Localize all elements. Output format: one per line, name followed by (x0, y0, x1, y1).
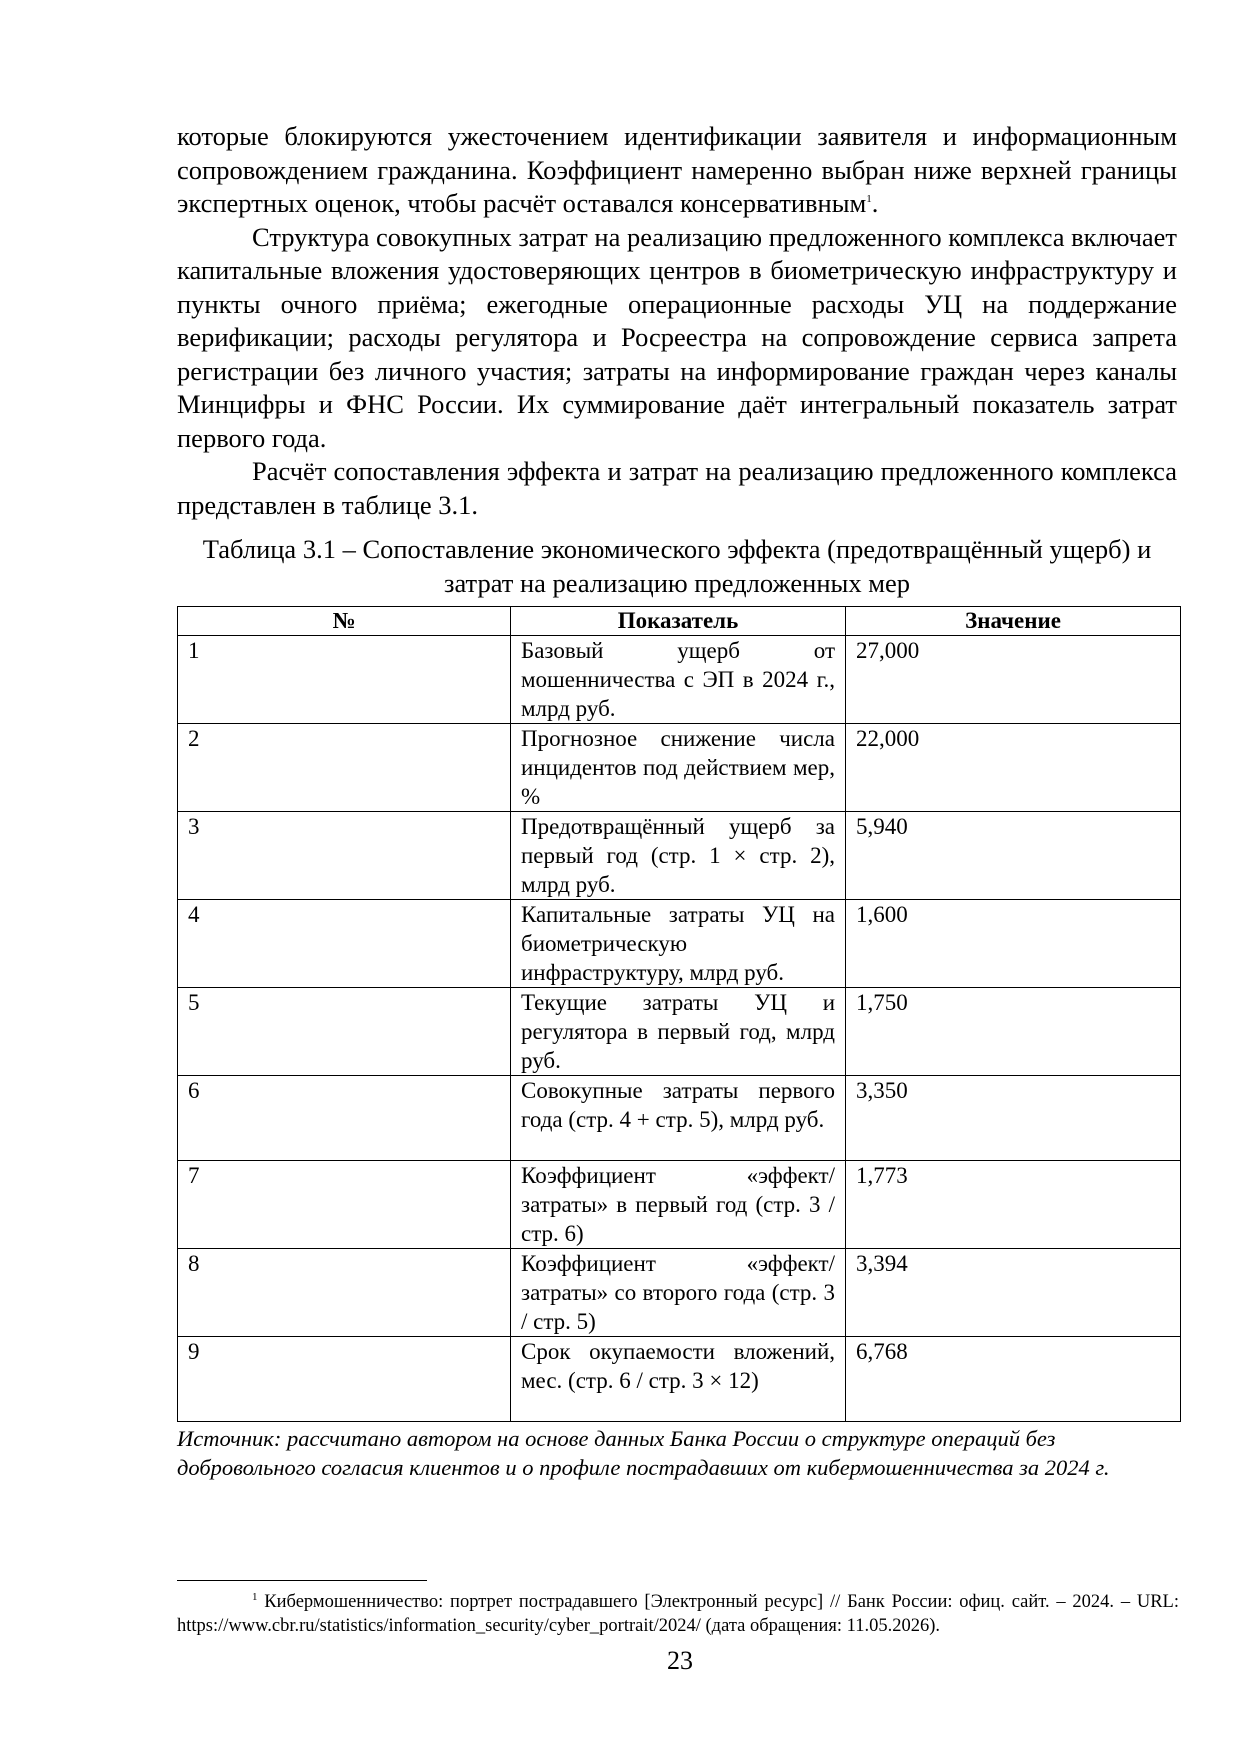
row-value: 22,000 (846, 724, 1181, 812)
row-indicator: Текущие затраты УЦ и регулятора в первый год, млрд руб. (511, 988, 846, 1076)
row-value: 1,600 (846, 900, 1181, 988)
row-number: 4 (178, 900, 511, 988)
row-indicator: Предотвращённый ущерб за первый год (стр. 1 × стр. 2), млрд руб. (511, 812, 846, 900)
page-number: 23 (667, 1646, 693, 1675)
row-value: 6,768 (846, 1337, 1181, 1422)
table-row (178, 1161, 1181, 1249)
row-value: 5,940 (846, 812, 1181, 900)
row-value: 27,000 (846, 636, 1181, 724)
row-indicator: Коэффициент «эффект/затраты» со второго года (стр. 3 / стр. 5) (511, 1249, 846, 1337)
footnote (177, 1590, 1179, 1638)
row-number: 1 (178, 636, 511, 724)
header-indicator: Показатель (511, 607, 846, 636)
page-body (177, 120, 1177, 1482)
row-value: 3,394 (846, 1249, 1181, 1337)
row-indicator: Базовый ущерб от мошенничества с ЭП в 2024 г., млрд руб. (511, 636, 846, 724)
table-caption: Таблица 3.1 – Сопоставление экономического эффекта (предотвращённый ущерб) и затрат на реализацию предложенных мер (202, 534, 1152, 598)
row-indicator: Прогнозное снижение числа инцидентов под действием мер, % (511, 724, 846, 812)
row-indicator: Капитальные затраты УЦ на биометрическую инфраструктуру, млрд руб. (511, 900, 846, 988)
footnote-separator (177, 1580, 427, 1581)
table-row (178, 812, 1181, 900)
row-indicator: Совокупные затраты первого года (стр. 4 + стр. 5), млрд руб. (511, 1076, 846, 1161)
row-value: 1,750 (846, 988, 1181, 1076)
paragraph-1-end: . (871, 188, 879, 218)
table-row (178, 988, 1181, 1076)
row-number: 6 (178, 1076, 511, 1161)
paragraph-2: Структура совокупных затрат на реализацию предложенного комплекса включает капитальные вложения удостоверяющих центров в биометрическую инфраструктуру и пункты очного приёма; ежегодные операционные расходы УЦ на поддержание верификации; расходы регулятора и Росреестра на сопровождение сервиса запрета регистрации без личного участия; затраты на информирование граждан через каналы Минцифры и ФНС России. Их суммирование даёт интегральный показатель затрат первого года. (177, 221, 1178, 453)
table-row (178, 636, 1181, 724)
table-row (178, 1249, 1181, 1337)
row-value: 1,773 (846, 1161, 1181, 1249)
row-number: 5 (178, 988, 511, 1076)
row-indicator: Коэффициент «эффект/затраты» в первый год (стр. 3 / стр. 6) (511, 1161, 846, 1249)
footnote-reference[interactable]: 1 (866, 193, 872, 206)
table-header-row (178, 607, 1181, 636)
table-row (178, 1337, 1181, 1422)
paragraph-3: Расчёт сопоставления эффекта и затрат на реализацию предложенного комплекса представлен в таблице 3.1. (177, 456, 1177, 520)
header-number: № (178, 607, 511, 636)
row-number: 3 (178, 812, 511, 900)
table-row (178, 724, 1181, 812)
table-source-note: Источник: рассчитано автором на основе данных Банка России о структуре операций без добровольного согласия клиентов и о профиле пострадавших от кибермошенничества за 2024 г. (177, 1426, 1110, 1480)
row-number: 7 (178, 1161, 511, 1249)
paragraph-1 (177, 120, 1177, 221)
comparison-table (177, 606, 1181, 1422)
row-value: 3,350 (846, 1076, 1181, 1161)
header-value: Значение (846, 607, 1181, 636)
row-number: 2 (178, 724, 511, 812)
table-row (178, 1076, 1181, 1161)
paragraph-1-text: которые блокируются ужесточением идентификации заявителя и информационным сопровождением гражданина. Коэффициент намеренно выбран ниже верхней границы экспертных оценок, чтобы расчёт оставался консервативным (177, 121, 1177, 218)
row-number: 8 (178, 1249, 511, 1337)
table-row (178, 900, 1181, 988)
row-indicator: Срок окупаемости вложений, мес. (стр. 6 / стр. 3 × 12) (511, 1337, 846, 1422)
footnote-text: Кибермошенничество: портрет пострадавшего [Электронный ресурс] // Банк России: офиц. сайт. – 2024. – URL: https://www.cbr.ru/statistics/information_security/cyber_portrait/2024/ (дата обращения: 11.05.2026). (177, 1592, 1179, 1636)
row-number: 9 (178, 1337, 511, 1422)
footnote-marker: 1 (252, 1590, 258, 1603)
